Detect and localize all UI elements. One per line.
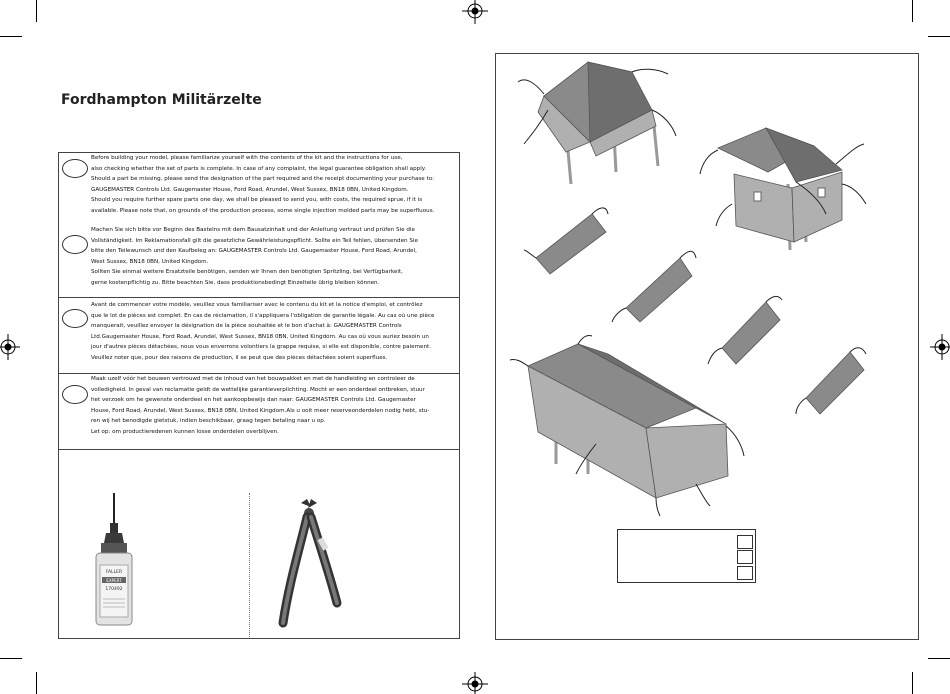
text-line: ren wij het benodigde gietstuk, indien beschikbaar, graag tegen betaling naar u op. [91,418,326,425]
text-line: West Sussex, BN18 0BN, United Kingdom. [91,258,209,265]
registration-mark-icon [930,334,950,360]
glue-bottle-icon [79,491,149,631]
canvas-panel-1 [524,208,608,274]
flag-en-icon [62,159,88,178]
text-line: GAUGEMASTER Controls Ltd. Gaugemaster House, Ford Road, Arundel, West Sussex, BN18 0BN, United Kingdom. [91,186,409,193]
text-line: Let op: om productieredenen kunnen losse onderdelen overblijven. [91,428,279,435]
text-line: also checking whether the set of parts is complete. In case of any complaint, the legal guarantee obligation shall apply. [91,165,427,172]
crop-mark [0,658,22,659]
canvas-panel-2 [612,251,696,322]
text-line: Should you require further spare parts one day, we shall be pleased to send you, with costs, the required sprue, if it is [91,197,423,204]
tents-illustration [496,54,918,524]
tool-divider [249,493,250,637]
canvas-panel-3 [708,296,782,364]
legend-checkbox [737,566,753,580]
text-line: Should a part be missing, please send the designation of the part required and the receipt documenting your purchase to: [91,176,435,183]
crop-mark [0,36,22,37]
text-line: volledigheid. In geval van reclamatie geldt de wettelijke garantieverplichting. Mocht er een onderdeel ontbreken, stuur [91,386,425,393]
text-line: Vollständigkeit. Im Reklamationsfall gilt die gesetzliche Gewährleistungspflicht. Sollte ein Teil fehlen, übersenden Sie [91,237,418,244]
text-block-fr [91,300,459,364]
text-line: Ltd.Gaugemaster House, Ford Road, Arundel, West Sussex, BN18 0BN, United Kingdom. Au cas où vous auriez besoin un [91,333,429,340]
flag-fr-icon [62,309,88,328]
wall-tent [700,128,866,250]
text-line: Maak uzelf vóór het bouwen vertrouwd met de inhoud van het bouwpakket en met de handleiding en controleer de [91,376,415,382]
page-title: Fordhampton Militärzelte [61,92,262,108]
crop-mark [912,672,913,694]
text-line: Veuillez noter que, pour des raisons de production, il se peut que des pièces détachées soient superflues. [91,354,388,361]
text-line: que le lot de pièces est complet. En cas de réclamation, il s'appliquera l'obligation de garantie légale. Au cas où une pièce [91,312,435,319]
glue-number-label: 170492 [105,587,123,592]
crop-mark [36,0,37,22]
text-line: gerne kostenpflichtig zu. Bitte beachten Sie, dass produktionsbedingt Einzelteile übrig bleiben können. [91,279,380,286]
text-line: Before building your model, please familiarize yourself with the contents of the kit and the instructions for use, [91,155,403,161]
registration-mark-icon [462,0,488,24]
text-line: het verzoek om he gewenste onderdeel en het aankoopbewijs dan naar: GAUGEMASTER Controls Ltd. Gaugemaster [91,397,416,404]
crop-mark [928,658,950,659]
text-line: Sollten Sie einmal weitere Ersatzteile benötigen, senden wir Ihnen den benötigten Spritzling, bei Verfügbarkeit, [91,269,403,276]
text-block-de [91,225,459,289]
divider [59,449,459,450]
text-block-en [91,153,459,217]
text-line: House, Ford Road, Arundel, West Sussex, BN18 0BN, United Kingdom.Als u ooit meer reserveonderdelen nodig hebt, stu- [91,407,430,414]
text-line: bitte den Teilewunsch und den Kaufbeleg an: GAUGEMASTER Controls Ltd. Gaugemaster House, Ford Road, Arundel, [91,248,417,255]
registration-mark-icon [462,672,488,694]
divider [59,297,459,298]
crop-mark [36,672,37,694]
instructions-panel [58,152,460,639]
glue-line-label: EXPERT [106,578,122,583]
text-line: available. Please note that, on grounds of the production process, some single injection molded parts may be superfluous. [91,207,435,214]
parts-legend [617,529,756,583]
canopy-tent-small [518,62,676,184]
text-line: Machen Sie sich bitte vor Beginn des Bastelns mit dem Bausatzinhalt und der Anleitung vertraut und prüfen Sie die [91,227,415,233]
legend-checkbox [737,550,753,564]
crop-mark [912,0,913,22]
crop-mark [928,36,950,37]
text-block-nl [91,374,459,438]
glue-brand-label: FALLER [105,570,123,575]
text-line: Avant de commencer votre modèle, veuillez vous familiariser avec le contenu du kit et la notice d'emploi, et contrôlez [91,302,423,308]
canvas-panel-4 [796,348,866,414]
flag-de-icon [62,235,88,254]
flag-nl-icon [62,385,88,404]
side-cutter-icon [271,493,351,633]
registration-mark-icon [0,334,20,360]
text-line: jour d'autres pièces détachées, nous vous enverrons volontiers la grappe requise, si elle est disponible, contre paiement. [91,344,431,351]
text-line: manquerait, veuillez envoyer la désignation de la pièce souhaitée et le bon d'achat à: GAUGEMASTER Controls [91,323,402,330]
assembly-illustration-panel [495,53,919,640]
legend-checkbox [737,535,753,549]
